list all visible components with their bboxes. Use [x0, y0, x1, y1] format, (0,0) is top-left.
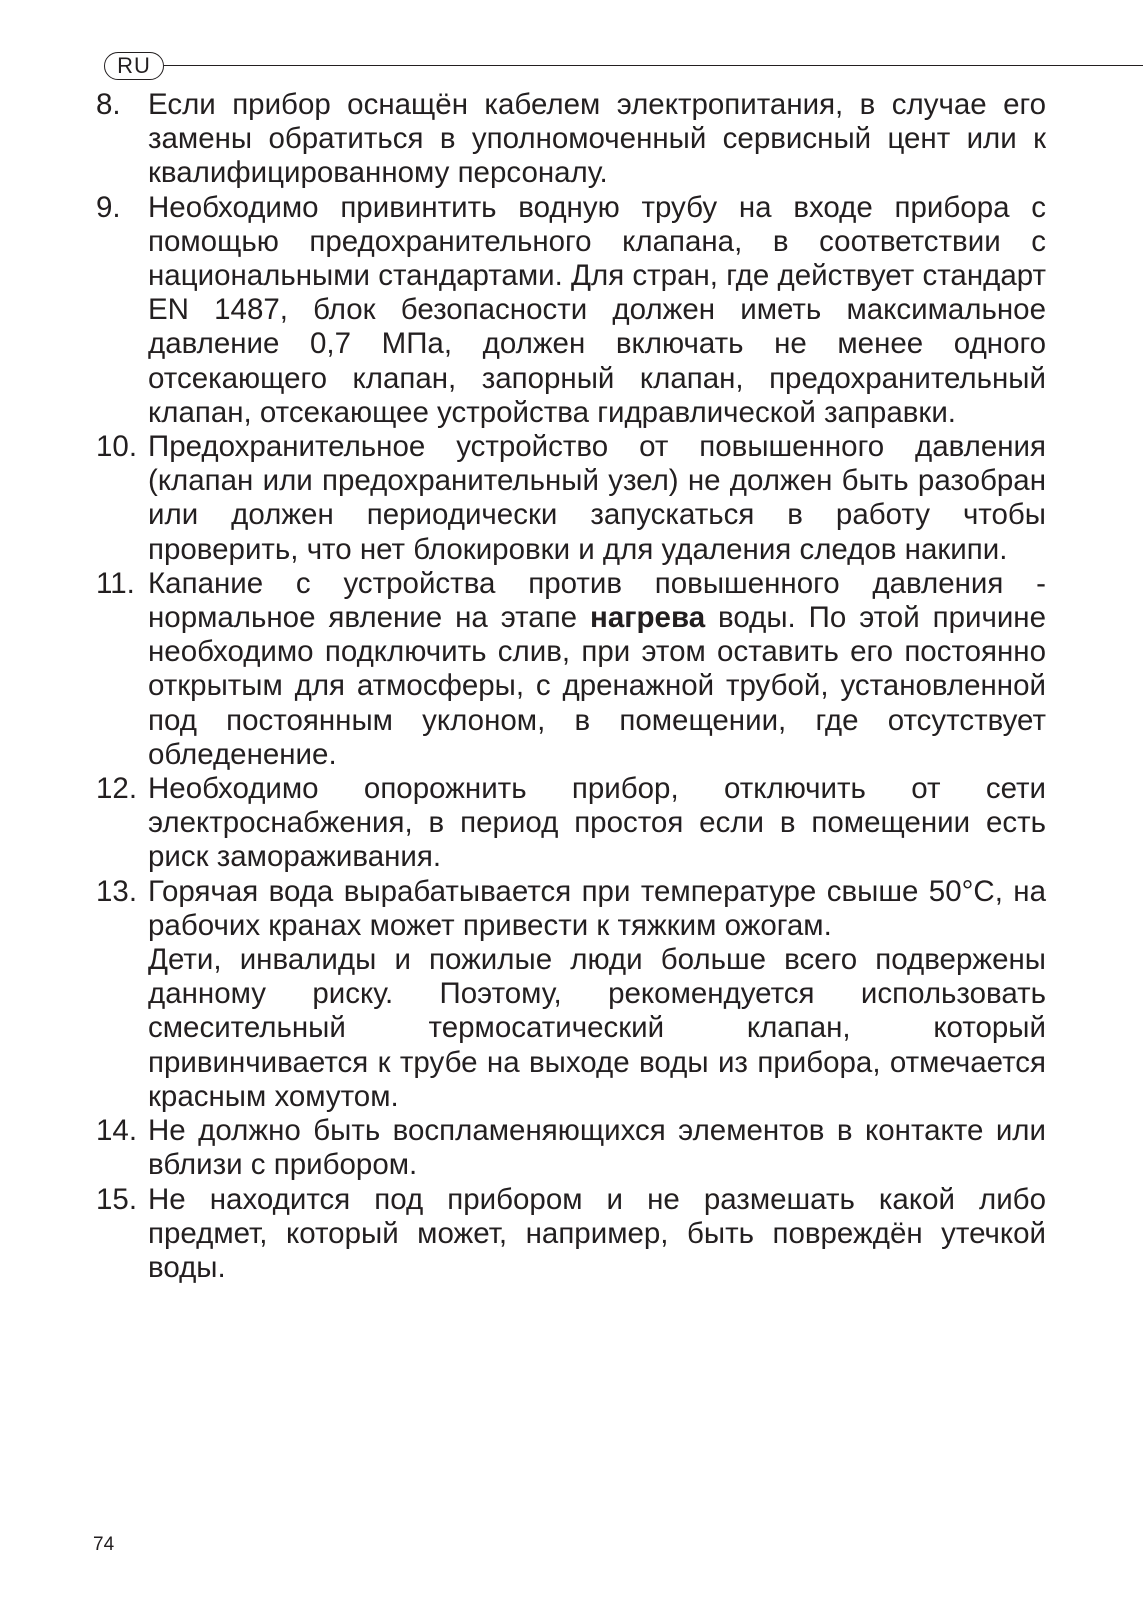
- text-segment: воды. По этой причине необходимо подключить слив, при этом оставить его постоянно открытым для атмосферы, с дренажной трубой, установленной под постоянным уклоном, в помещении, где отсутствует обледенение.: [148, 601, 1046, 771]
- item-number: 14.: [96, 1114, 138, 1148]
- list-item: [96, 88, 1046, 191]
- item-number: 9.: [96, 190, 121, 224]
- item-text: [148, 1183, 1046, 1286]
- item-text: [148, 772, 1046, 875]
- item-number: 8.: [96, 88, 121, 121]
- list-item: [96, 1114, 1046, 1182]
- list-item: [96, 772, 1046, 875]
- header-rule: [164, 65, 1143, 66]
- item-paragraph: [148, 567, 1046, 772]
- item-paragraph: Не должно быть воспламеняющихся элементов в контакте или вблизи с прибором.: [148, 1114, 1046, 1182]
- item-text: [148, 1114, 1046, 1182]
- item-number: 12.: [96, 772, 138, 806]
- list-item: [96, 1183, 1046, 1286]
- item-paragraph: Если прибор оснащён кабелем электропитания, в случае его замены обратиться в уполномоченный сервисный цент или к квалифицированному персоналу.: [148, 88, 1046, 190]
- item-paragraph: Необходимо опорожнить прибор, отключить от сети электроснабжения, в период простоя если в помещении есть риск замораживания.: [148, 772, 1046, 874]
- item-text: [148, 88, 1046, 191]
- item-paragraph: Дети, инвалиды и пожилые люди больше всего подвержены данному риску. Поэтому, рекомендуется использовать смесительный термосатический клапан, который привинчивается к трубе на выходе воды из прибора, отмечается красным хомутом.: [148, 943, 1046, 1113]
- item-text: [148, 875, 1046, 1114]
- text-segment: Капание с устройства против повышенного давления - нормальное явление на этапе: [148, 566, 1046, 635]
- page-number: 74: [93, 1534, 115, 1555]
- item-paragraph: Предохранительное устройство от повышенного давления (клапан или предохранительный узел) не должен быть разобран или должен периодически запускаться в работу чтобы проверить, что нет блокировки и для удаления следов накипи.: [148, 430, 1046, 566]
- item-paragraph: Горячая вода вырабатывается при температуре свыше 50°C, на рабочих кранах может привести к тяжким ожогам.: [148, 874, 1046, 942]
- bold-term: нагрева: [590, 601, 706, 635]
- item-number: 15.: [96, 1182, 138, 1216]
- list-item: [96, 567, 1046, 772]
- item-text: [148, 191, 1046, 430]
- item-text: [148, 430, 1046, 567]
- list-item: [96, 430, 1046, 567]
- item-paragraph: Необходимо привинтить водную трубу на входе прибора с помощью предохранительного клапана, в соответствии с национальными стандартами. Для стран, где действует стандарт EN 1487, блок безопасности должен иметь максимальное давление 0,7 МПа, должен включать не менее одного отсекающего клапан, запорный клапан, предохранительный клапан, отсекающее устройства гидравлической заправки.: [148, 190, 1046, 429]
- item-number: 10.: [96, 430, 138, 464]
- item-text: [148, 567, 1046, 772]
- page-header: [104, 52, 1143, 82]
- item-paragraph: Не находится под прибором и не размешать какой либо предмет, который может, например, быть повреждён утечкой воды.: [148, 1182, 1046, 1284]
- list-item: [96, 875, 1046, 1114]
- list-item: [96, 191, 1046, 430]
- instruction-list: [96, 88, 1046, 1285]
- language-badge: RU: [104, 52, 164, 80]
- item-number: 11.: [96, 566, 135, 600]
- item-number: 13.: [96, 874, 138, 908]
